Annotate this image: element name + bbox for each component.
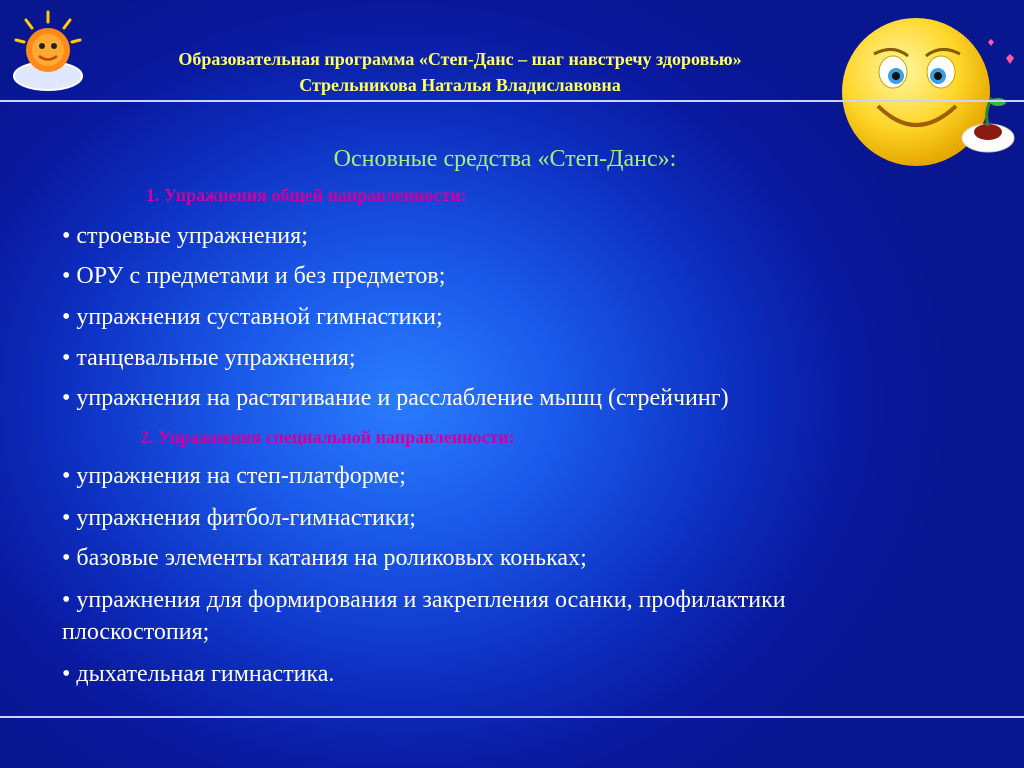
list-item: • танцевальные упражнения; (62, 345, 356, 371)
footer-divider (0, 716, 1024, 718)
program-title: Образовательная программа «Степ-Данс – шаг навстречу здоровью» (178, 49, 742, 69)
slide-heading: Основные средства «Степ-Данс»: (333, 146, 677, 172)
header (0, 0, 1024, 100)
list-item: • упражнения на растягивание и расслабление мышц (стрейчинг) (62, 385, 729, 411)
list-item-continuation: плоскостопия; (62, 619, 210, 645)
list-item: • упражнения суставной гимнастики; (62, 304, 443, 330)
section-special-title: 2. Упражнения специальной направленности: (140, 427, 515, 447)
author-name: Стрельникова Наталья Владиславовна (299, 75, 621, 95)
list-item: • строевые упражнения; (62, 223, 308, 249)
list-item: • ОРУ с предметами и без предметов; (62, 263, 446, 289)
header-divider (0, 100, 1024, 102)
section-general-title: 1. Упражнения общей направленности: (146, 185, 467, 205)
list-item: • упражнения фитбол-гимнастики; (62, 505, 416, 531)
list-item: • дыхательная гимнастика. (62, 661, 335, 687)
list-item: • упражнения для формирования и закрепления осанки, профилактики (62, 587, 786, 613)
list-item: • базовые элементы катания на роликовых коньках; (62, 545, 587, 571)
list-item: • упражнения на степ-платформе; (62, 463, 406, 489)
